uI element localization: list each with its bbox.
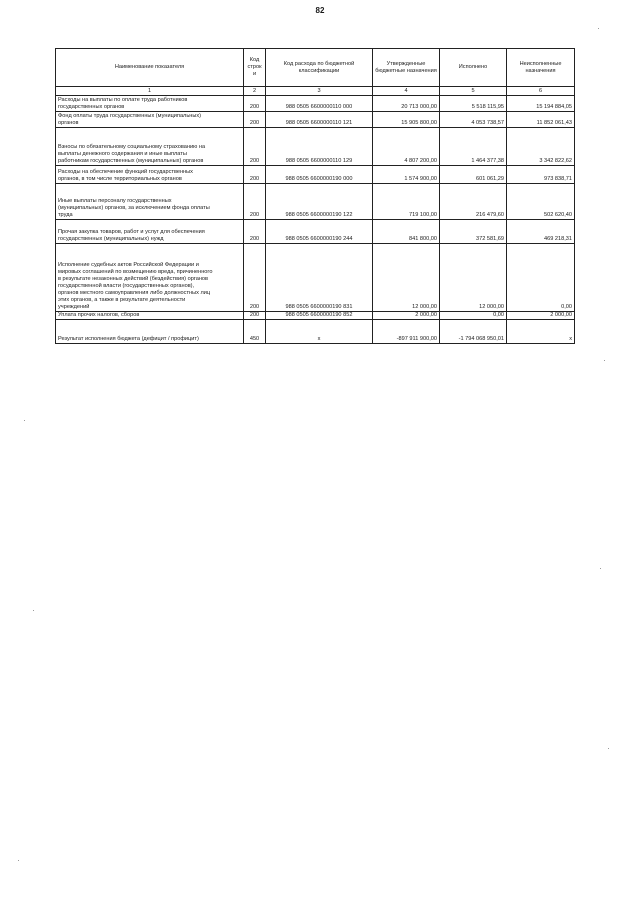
indicator-name-line: Фонд оплаты труда государственных (муниципальных) <box>58 113 201 120</box>
budget-execution-table <box>55 48 575 344</box>
table-row <box>56 96 575 112</box>
indicator-name-line: органов, в том числе территориальных органов <box>58 176 182 183</box>
indicator-name-line: государственных (муниципальных) нужд <box>58 236 164 243</box>
column-number: 5 <box>440 87 507 96</box>
budget-code-cell: 988 0505 6600000110 121 <box>266 112 373 128</box>
executed-cell: 4 053 738,57 <box>440 112 507 128</box>
indicator-name-line: государственных органов <box>58 104 125 111</box>
line-code-cell: 200 <box>244 312 266 320</box>
header-line-code: Код строк и <box>244 49 266 87</box>
indicator-name-line: труда <box>58 212 73 219</box>
executed-cell: 216 479,60 <box>440 184 507 220</box>
indicator-name-line: органов <box>58 120 79 127</box>
budget-code-cell: 988 0505 6600000110 000 <box>266 96 373 112</box>
column-number: 4 <box>373 87 440 96</box>
budget-code-cell: 988 0505 6600000190 244 <box>266 220 373 244</box>
header-row <box>56 49 575 87</box>
indicator-name-line: Исполнение судебных актов Российской Федерации и <box>58 262 199 269</box>
column-number: 1 <box>56 87 244 96</box>
indicator-name-line: Уплата прочих налогов, сборов <box>58 312 140 319</box>
indicator-name-line: Расходы на выплаты по оплате труда работников <box>58 97 188 104</box>
table-row <box>56 220 575 244</box>
table-row <box>56 244 575 312</box>
unexecuted-cell: 973 838,71 <box>507 166 575 184</box>
table-row <box>56 166 575 184</box>
budget-code-cell: 988 0505 6600000190 852 <box>266 312 373 320</box>
line-code-cell: 200 <box>244 112 266 128</box>
header-indicator-name: Наименование показателя <box>56 49 244 87</box>
indicator-name-cell <box>56 244 244 312</box>
indicator-name-line: государственной власти (государственных органов), <box>58 283 195 290</box>
indicator-name-line: Иные выплаты персоналу государственных <box>58 198 172 205</box>
indicator-name-cell <box>56 184 244 220</box>
line-code-cell: 200 <box>244 166 266 184</box>
budget-code-cell: 988 0505 6600000190 831 <box>266 244 373 312</box>
column-number: 3 <box>266 87 373 96</box>
unexecuted-cell: 469 218,31 <box>507 220 575 244</box>
executed-cell: 0,00 <box>440 312 507 320</box>
indicator-name-line: Результат исполнения бюджета (дефицит / профицит) <box>58 336 199 343</box>
scan-speck <box>24 420 25 421</box>
executed-cell: 372 581,69 <box>440 220 507 244</box>
unexecuted-cell: 502 620,40 <box>507 184 575 220</box>
indicator-name-line: работникам государственных (муниципальных) органов <box>58 158 204 165</box>
approved-cell: 4 807 200,00 <box>373 128 440 166</box>
unexecuted-cell: 15 194 884,05 <box>507 96 575 112</box>
scan-speck <box>608 748 609 749</box>
scan-speck <box>604 360 605 361</box>
column-number: 2 <box>244 87 266 96</box>
header-unexecuted: Неисполненные назначения <box>507 49 575 87</box>
approved-cell: 1 574 900,00 <box>373 166 440 184</box>
line-code-cell: 200 <box>244 128 266 166</box>
table-body <box>56 96 575 344</box>
approved-cell: -897 911 900,00 <box>373 320 440 344</box>
budget-code-cell: 988 0505 6600000110 129 <box>266 128 373 166</box>
indicator-name-line: Взносы по обязательному социальному страхованию на <box>58 144 206 151</box>
unexecuted-cell: 3 342 822,62 <box>507 128 575 166</box>
indicator-name-line: Прочая закупка товаров, работ и услуг для обеспечения <box>58 229 205 236</box>
scan-speck <box>33 610 34 611</box>
indicator-name-line: этих органов, а также в результате деятельности <box>58 297 186 304</box>
scan-speck <box>18 860 19 861</box>
header-executed: Исполнено <box>440 49 507 87</box>
indicator-name-cell <box>56 166 244 184</box>
scan-speck <box>598 28 599 29</box>
column-number: 6 <box>507 87 575 96</box>
indicator-name-cell <box>56 312 244 320</box>
scan-speck <box>600 568 601 569</box>
indicator-name-line: органов местного самоуправления либо должностных лиц <box>58 290 211 297</box>
page-number: 82 <box>315 6 325 15</box>
unexecuted-cell: 11 852 061,43 <box>507 112 575 128</box>
executed-cell: 1 464 377,38 <box>440 128 507 166</box>
approved-cell: 15 905 800,00 <box>373 112 440 128</box>
executed-cell: 601 061,29 <box>440 166 507 184</box>
approved-cell: 20 713 000,00 <box>373 96 440 112</box>
line-code-cell: 200 <box>244 244 266 312</box>
indicator-name-cell <box>56 112 244 128</box>
approved-cell: 2 000,00 <box>373 312 440 320</box>
approved-cell: 841 800,00 <box>373 220 440 244</box>
column-number-row <box>56 87 575 96</box>
indicator-name-cell <box>56 220 244 244</box>
executed-cell: 5 518 115,95 <box>440 96 507 112</box>
executed-cell: 12 000,00 <box>440 244 507 312</box>
unexecuted-cell: 2 000,00 <box>507 312 575 320</box>
header-approved: Утвержденные бюджетные назначения <box>373 49 440 87</box>
indicator-name-line: учреждений <box>58 304 90 311</box>
indicator-name-line: в результате незаконных действий (бездействия) органов <box>58 276 209 283</box>
approved-cell: 12 000,00 <box>373 244 440 312</box>
indicator-name-line: Расходы на обеспечение функций государственных <box>58 169 193 176</box>
budget-code-cell: 988 0505 6600000190 000 <box>266 166 373 184</box>
indicator-name-line: мировых соглашений по возмещению вреда, причиненного <box>58 269 213 276</box>
budget-code-cell: 988 0505 6600000190 122 <box>266 184 373 220</box>
indicator-name-cell <box>56 320 244 344</box>
budget-code-cell: x <box>266 320 373 344</box>
indicator-name-line: выплаты денежного содержания и иные выплаты <box>58 151 187 158</box>
table-row <box>56 184 575 220</box>
unexecuted-cell: x <box>507 320 575 344</box>
table-row <box>56 312 575 320</box>
unexecuted-cell: 0,00 <box>507 244 575 312</box>
line-code-cell: 450 <box>244 320 266 344</box>
table-row <box>56 112 575 128</box>
indicator-name-line: (муниципальных) органов, за исключением фонда оплаты <box>58 205 210 212</box>
executed-cell: -1 794 068 950,01 <box>440 320 507 344</box>
line-code-cell: 200 <box>244 184 266 220</box>
indicator-name-cell <box>56 96 244 112</box>
line-code-cell: 200 <box>244 220 266 244</box>
approved-cell: 719 100,00 <box>373 184 440 220</box>
header-budget-code: Код расхода по бюджетной классификации <box>266 49 373 87</box>
line-code-cell: 200 <box>244 96 266 112</box>
table-row <box>56 320 575 344</box>
table-row <box>56 128 575 166</box>
indicator-name-cell <box>56 128 244 166</box>
